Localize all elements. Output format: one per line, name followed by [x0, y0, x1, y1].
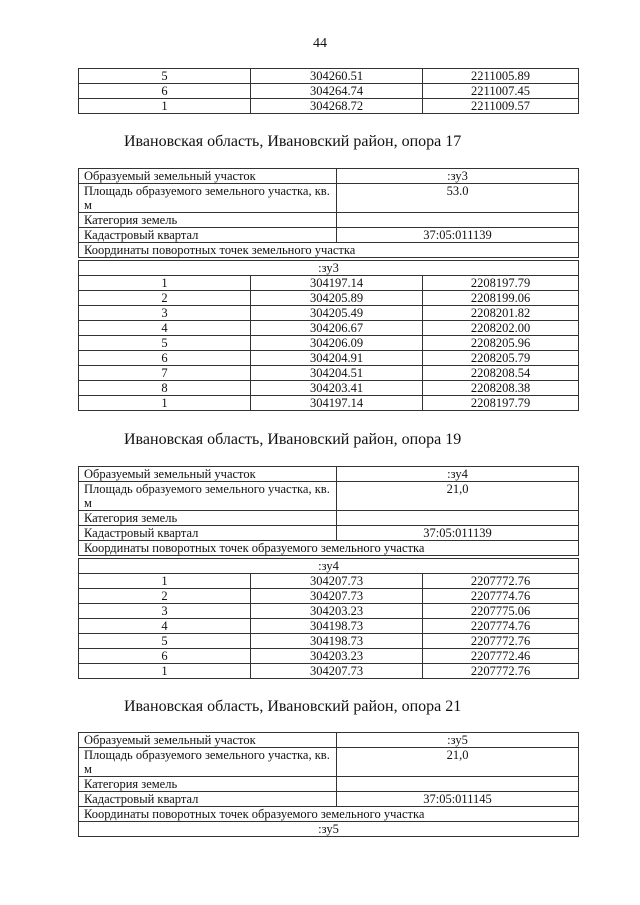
coord-x: 304204.91	[251, 351, 423, 366]
coord-y: 2211009.57	[423, 99, 579, 114]
coords-plot-label: :зу4	[79, 559, 579, 574]
coord-x: 304203.23	[251, 649, 423, 664]
category-row	[79, 511, 579, 526]
category-row	[79, 213, 579, 228]
coord-x: 304204.51	[251, 366, 423, 381]
coords-label: Координаты поворотных точек образуемого земельного участка	[79, 807, 579, 822]
table-row	[79, 99, 579, 114]
coords-plot-row	[79, 822, 579, 837]
coordinates-table	[78, 260, 579, 411]
table-row	[79, 291, 579, 306]
point-number: 6	[79, 84, 251, 99]
area-row	[79, 184, 579, 213]
category-value	[337, 511, 579, 526]
cadastral-value: 37:05:011139	[337, 526, 579, 541]
table-row	[79, 396, 579, 411]
coord-y: 2208202.00	[423, 321, 579, 336]
area-row	[79, 482, 579, 511]
cadastral-value: 37:05:011145	[337, 792, 579, 807]
point-number: 3	[79, 604, 251, 619]
coord-x: 304207.73	[251, 664, 423, 679]
coord-x: 304197.14	[251, 396, 423, 411]
point-number: 1	[79, 396, 251, 411]
table-row	[79, 366, 579, 381]
table-row	[79, 619, 579, 634]
coord-y: 2208199.06	[423, 291, 579, 306]
coord-x: 304198.73	[251, 634, 423, 649]
point-number: 3	[79, 306, 251, 321]
plot-row	[79, 733, 579, 748]
cadastral-label: Кадастровый квартал	[79, 228, 337, 243]
coord-y: 2207772.76	[423, 664, 579, 679]
table-row	[79, 664, 579, 679]
table-row	[79, 276, 579, 291]
category-label: Категория земель	[79, 213, 337, 228]
area-row	[79, 748, 579, 777]
coord-x: 304197.14	[251, 276, 423, 291]
section-title: Ивановская область, Ивановский район, опора 19	[124, 431, 462, 448]
category-label: Категория земель	[79, 777, 337, 792]
point-number: 8	[79, 381, 251, 396]
section-title: Ивановская область, Ивановский район, опора 21	[124, 698, 462, 715]
coord-x: 304205.89	[251, 291, 423, 306]
table-row	[79, 649, 579, 664]
coords-label: Координаты поворотных точек земельного участка	[79, 243, 579, 258]
point-number: 1	[79, 99, 251, 114]
point-number: 2	[79, 589, 251, 604]
coord-y: 2208197.79	[423, 396, 579, 411]
coord-y: 2207774.76	[423, 619, 579, 634]
coord-y: 2208197.79	[423, 276, 579, 291]
coord-y: 2207774.76	[423, 589, 579, 604]
plot-value: :зу3	[337, 169, 579, 184]
table-row	[79, 574, 579, 589]
table-row	[79, 381, 579, 396]
coords-header-row	[79, 243, 579, 258]
plot-info-table	[78, 732, 579, 837]
coords-plot-label: :зу5	[79, 822, 579, 837]
point-number: 6	[79, 351, 251, 366]
coord-x: 304203.41	[251, 381, 423, 396]
section-title: Ивановская область, Ивановский район, опора 17	[124, 133, 462, 150]
coord-x: 304264.74	[251, 84, 423, 99]
coords-header-row	[79, 807, 579, 822]
point-number: 2	[79, 291, 251, 306]
coord-y: 2208208.54	[423, 366, 579, 381]
table-row	[79, 351, 579, 366]
coord-y: 2207772.76	[423, 634, 579, 649]
coord-y: 2208205.96	[423, 336, 579, 351]
point-number: 5	[79, 634, 251, 649]
table-row	[79, 604, 579, 619]
category-label: Категория земель	[79, 511, 337, 526]
cadastral-row	[79, 228, 579, 243]
table-row	[79, 321, 579, 336]
coords-plot-label: :зу3	[79, 261, 579, 276]
coord-y: 2207772.46	[423, 649, 579, 664]
plot-label: Образуемый земельный участок	[79, 169, 337, 184]
point-number: 6	[79, 649, 251, 664]
coord-x: 304198.73	[251, 619, 423, 634]
table-row	[79, 69, 579, 84]
table-row	[79, 306, 579, 321]
continued-coordinates-table	[78, 68, 579, 114]
coord-x: 304206.09	[251, 336, 423, 351]
cadastral-row	[79, 792, 579, 807]
plot-value: :зу5	[337, 733, 579, 748]
plot-row	[79, 467, 579, 482]
coord-y: 2207772.76	[423, 574, 579, 589]
area-value: 53.0	[337, 184, 579, 213]
coord-x: 304207.73	[251, 574, 423, 589]
coord-y: 2208208.38	[423, 381, 579, 396]
plot-row	[79, 169, 579, 184]
point-number: 1	[79, 664, 251, 679]
coord-x: 304203.23	[251, 604, 423, 619]
table-row	[79, 84, 579, 99]
coord-x: 304260.51	[251, 69, 423, 84]
coord-x: 304268.72	[251, 99, 423, 114]
area-value: 21,0	[337, 482, 579, 511]
cadastral-value: 37:05:011139	[337, 228, 579, 243]
area-label: Площадь образуемого земельного участка, кв. м	[79, 184, 337, 213]
point-number: 1	[79, 276, 251, 291]
coord-x: 304207.73	[251, 589, 423, 604]
coord-x: 304206.67	[251, 321, 423, 336]
area-label: Площадь образуемого земельного участка, кв. м	[79, 482, 337, 511]
table-row	[79, 336, 579, 351]
area-value: 21,0	[337, 748, 579, 777]
coord-y: 2208205.79	[423, 351, 579, 366]
plot-label: Образуемый земельный участок	[79, 467, 337, 482]
point-number: 1	[79, 574, 251, 589]
point-number: 4	[79, 619, 251, 634]
point-number: 5	[79, 69, 251, 84]
point-number: 4	[79, 321, 251, 336]
coord-x: 304205.49	[251, 306, 423, 321]
plot-value: :зу4	[337, 467, 579, 482]
coord-y: 2211005.89	[423, 69, 579, 84]
table-row	[79, 634, 579, 649]
point-number: 5	[79, 336, 251, 351]
plot-info-table	[78, 168, 579, 258]
cadastral-label: Кадастровый квартал	[79, 792, 337, 807]
category-row	[79, 777, 579, 792]
coordinates-table	[78, 558, 579, 679]
plot-label: Образуемый земельный участок	[79, 733, 337, 748]
plot-info-table	[78, 466, 579, 556]
area-label: Площадь образуемого земельного участка, кв. м	[79, 748, 337, 777]
coord-y: 2207775.06	[423, 604, 579, 619]
coord-y: 2208201.82	[423, 306, 579, 321]
cadastral-label: Кадастровый квартал	[79, 526, 337, 541]
page-number: 44	[313, 36, 327, 51]
category-value	[337, 777, 579, 792]
cadastral-row	[79, 526, 579, 541]
table-row	[79, 589, 579, 604]
coords-label: Координаты поворотных точек образуемого земельного участка	[79, 541, 579, 556]
point-number: 7	[79, 366, 251, 381]
coords-header-row	[79, 541, 579, 556]
category-value	[337, 213, 579, 228]
coord-y: 2211007.45	[423, 84, 579, 99]
